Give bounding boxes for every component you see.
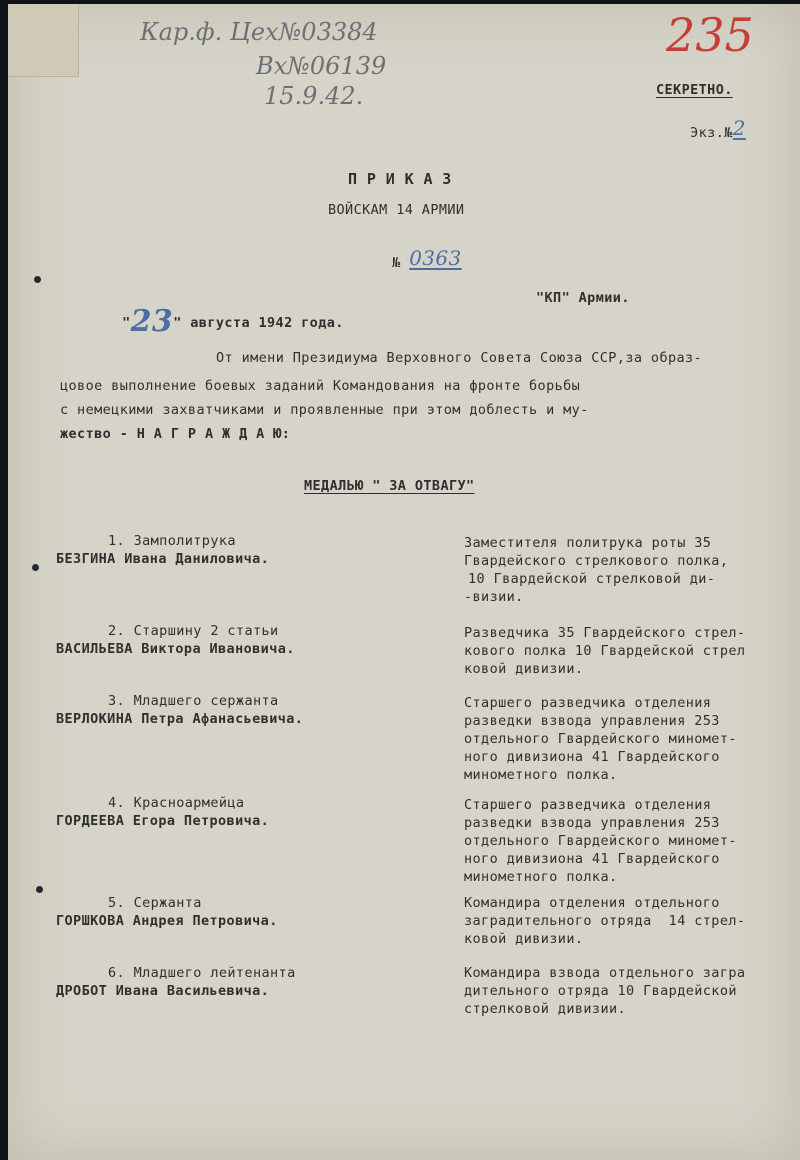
entry-name: ВЕРЛОКИНА Петра Афанасьевича. — [56, 711, 304, 727]
entry-position-line: Разведчика 35 Гвардейского стрел- — [464, 625, 746, 641]
date-location: "КП" Армии. — [536, 290, 630, 306]
entry-position-line: минометного полка. — [464, 767, 618, 783]
document-sheet — [8, 4, 800, 1160]
entry-rank: 6. Младшего лейтенанта — [108, 965, 296, 981]
order-number — [358, 232, 462, 288]
order-number-value: 0363 — [409, 246, 462, 270]
order-number-prefix: № — [392, 255, 401, 271]
copy-label-text: Экз.№ — [690, 125, 733, 141]
entry-position-line: отдельного Гвардейского миномет- — [464, 833, 737, 849]
entry-position-line: разведки взвода управления 253 — [464, 815, 720, 831]
entry-position-line: Старшего разведчика отделения — [464, 695, 712, 711]
entry-position-line: стрелковой дивизии. — [464, 1001, 627, 1017]
entry-position-line: дительного отряда 10 Гвардейской — [464, 983, 737, 999]
award-heading: МЕДАЛЬЮ " ЗА ОТВАГУ" — [304, 478, 475, 494]
preamble-line: с немецкими захватчиками и проявленные при этом доблесть и му- — [60, 402, 589, 418]
archive-note-line2: Вх№06139 — [256, 52, 387, 80]
entry-name: ГОРДЕЕВА Егора Петровича. — [56, 813, 270, 829]
entry-name: ВАСИЛЬЕВА Виктора Ивановича. — [56, 641, 295, 657]
entry-rank: 3. Младшего сержанта — [108, 693, 279, 709]
entry-position-line: разведки взвода управления 253 — [464, 713, 720, 729]
entry-name: ГОРШКОВА Андрея Петровича. — [56, 913, 278, 929]
copy-label — [656, 102, 746, 158]
entry-position-line: 10 Гвардейской стрелковой ди- — [468, 571, 716, 587]
entry-position-line: Заместителя политрука роты 35 — [464, 535, 712, 551]
entry-position-line: минометного полка. — [464, 869, 618, 885]
binder-hole — [32, 564, 39, 571]
entry-position-line: заградительного отряда 14 стрел- — [464, 913, 746, 929]
folded-corner — [8, 4, 79, 77]
page-number: 235 — [666, 8, 754, 62]
order-subtitle: ВОЙСКАМ 14 АРМИИ — [328, 202, 465, 218]
entry-position-line: отдельного Гвардейского миномет- — [464, 731, 737, 747]
entry-position-line: Командира отделения отдельного — [464, 895, 720, 911]
date-open-quote: " — [122, 315, 131, 331]
entry-position-line: кового полка 10 Гвардейской стрел — [464, 643, 746, 659]
entry-rank: 4. Красноармейца — [108, 795, 245, 811]
entry-rank: 5. Сержанта — [108, 895, 202, 911]
entry-position-line: -визии. — [464, 589, 524, 605]
order-title: П Р И К А З — [348, 170, 452, 188]
entry-rank: 1. Замполитрука — [108, 533, 236, 549]
date-rest: " августа 1942 года. — [173, 315, 344, 331]
entry-rank: 2. Старшину 2 статьи — [108, 623, 279, 639]
entry-position-line: Командира взвода отдельного загра — [464, 965, 746, 981]
entry-name: ДРОБОТ Ивана Васильевича. — [56, 983, 270, 999]
secret-label: СЕКРЕТНО. — [656, 82, 733, 98]
binder-hole — [36, 886, 43, 893]
date-day: 23 — [130, 304, 174, 339]
entry-position-line: Старшего разведчика отделения — [464, 797, 712, 813]
entry-position-line: Гвардейского стрелкового полка, — [464, 553, 729, 569]
preamble-line: цовое выполнение боевых заданий Командования на фронте борьбы — [60, 378, 581, 394]
date-line — [88, 284, 344, 351]
preamble-line: жество - Н А Г Р А Ж Д А Ю: — [60, 426, 291, 442]
preamble-line: От имени Президиума Верховного Совета Союза ССР,за образ- — [216, 350, 703, 366]
entry-position-line: ного дивизиона 41 Гвардейского — [464, 851, 720, 867]
entry-position-line: ковой дивизии. — [464, 661, 584, 677]
copy-number: 2 — [732, 116, 746, 140]
entry-position-line: ковой дивизии. — [464, 931, 584, 947]
archive-note-line1: Кар.ф. Цех№03384 — [140, 18, 378, 46]
archive-note-date: 15.9.42. — [264, 82, 364, 110]
entry-position-line: ного дивизиона 41 Гвардейского — [464, 749, 720, 765]
entry-name: БЕЗГИНА Ивана Даниловича. — [56, 551, 270, 567]
binder-hole — [34, 276, 41, 283]
